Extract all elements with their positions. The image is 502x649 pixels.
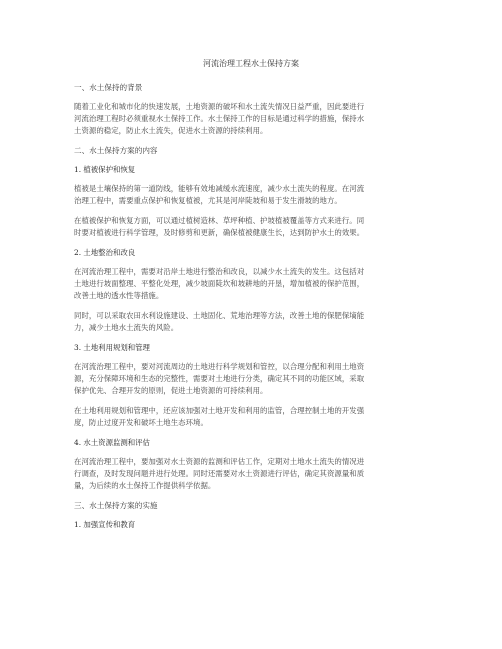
paragraph-line: 在河流治理工程中，要加强对水土资源的监测和评估工作，定期对土地水土流失的情况进 [74, 457, 365, 466]
paragraph [74, 361, 428, 397]
paragraph-line: 治理工程中，需要重点保护和恢复植被，尤其是河岸陡坡和易于发生滑坡的地方。 [74, 196, 342, 205]
paragraph-line: 量，为后续的水土保持工作提供科学依据。 [74, 481, 216, 490]
paragraph-line: 河流治理工程时必须重视水土保持工作。水土保持工作的目标是通过科学的措施，保持水 [74, 114, 365, 123]
paragraph [74, 456, 428, 492]
paragraph-line: 土资源的稳定，防止水土流失，促进水土资源的持续利用。 [74, 126, 268, 135]
subsection-heading: 2. 土地整治和改良 [74, 248, 136, 257]
paragraph [74, 215, 428, 239]
subsection-heading: 1. 加强宣传和教育 [74, 520, 136, 529]
section-heading: 三、水土保持方案的实施 [74, 501, 158, 510]
paragraph-line: 保护优先、合理开发的原则，促进土地资源的可持续利用。 [74, 386, 268, 395]
paragraph-line: 土地进行坡面整理、平整化处理，减少坡面陡坎和坡耕地的开垦，增加植被的保护范围， [74, 279, 365, 288]
paragraph-line: 同时，可以采取农田水利设施建设、土地固化、荒地治理等方法，改善土地的保肥保墒能 [74, 311, 365, 320]
document-body [74, 82, 428, 530]
paragraph [74, 183, 428, 207]
paragraph-line: 度，防止过度开发和破坏土地生态环境。 [74, 418, 208, 427]
subsection-heading: 3. 土地利用规划和管理 [74, 343, 150, 352]
paragraph [74, 266, 428, 302]
subsection-heading: 1. 植被保护和恢复 [74, 165, 136, 174]
paragraph-line: 在植被保护和恢复方面，可以通过植树造林、草坪种植、护坡植被覆盖等方式来进行。同 [74, 216, 365, 225]
paragraph-line: 行调查，及时发现问题并进行处理。同时还需要对水土资源进行评估，确定其资源量和质 [74, 469, 365, 478]
paragraph-line: 在河流治理工程中，要对河流周边的土地进行科学规划和管控，以合理分配和利用土地资 [74, 362, 365, 371]
paragraph-line: 改善土地的透水性等措施。 [74, 291, 164, 300]
paragraph-line: 植被是土壤保持的第一道防线，能够有效地减缓水流速度，减少水土流失的程度。在河流 [74, 184, 365, 193]
section-heading: 二、水土保持方案的内容 [74, 146, 158, 155]
paragraph-line: 时要对植被进行科学管理，及时修剪和更新，确保植被健康生长，达到防护水土的效果。 [74, 228, 365, 237]
paragraph-line: 在土地利用规划和管理中，还应该加强对土地开发和利用的监管，合理控制土地的开发强 [74, 406, 365, 415]
paragraph [74, 310, 428, 334]
section-heading: 一、水土保持的背景 [74, 83, 143, 92]
paragraph [74, 101, 428, 137]
paragraph-line: 随着工业化和城市化的快速发展，土地资源的破坏和水土流失情况日益严重，因此要进行 [74, 102, 365, 111]
paragraph [74, 405, 428, 429]
paragraph-line: 力，减少土地水土流失的风险。 [74, 323, 179, 332]
paragraph-line: 源，充分保障环境和生态的完整性，需要对土地进行分类，确定其不同的功能区域，采取 [74, 374, 365, 383]
subsection-heading: 4. 水土资源监测和评估 [74, 438, 150, 447]
paragraph-line: 在河流治理工程中，需要对沿岸土地进行整治和改良，以减少水土流失的发生。这包括对 [74, 267, 365, 276]
document-title: 河流治理工程水土保持方案 [203, 59, 299, 68]
